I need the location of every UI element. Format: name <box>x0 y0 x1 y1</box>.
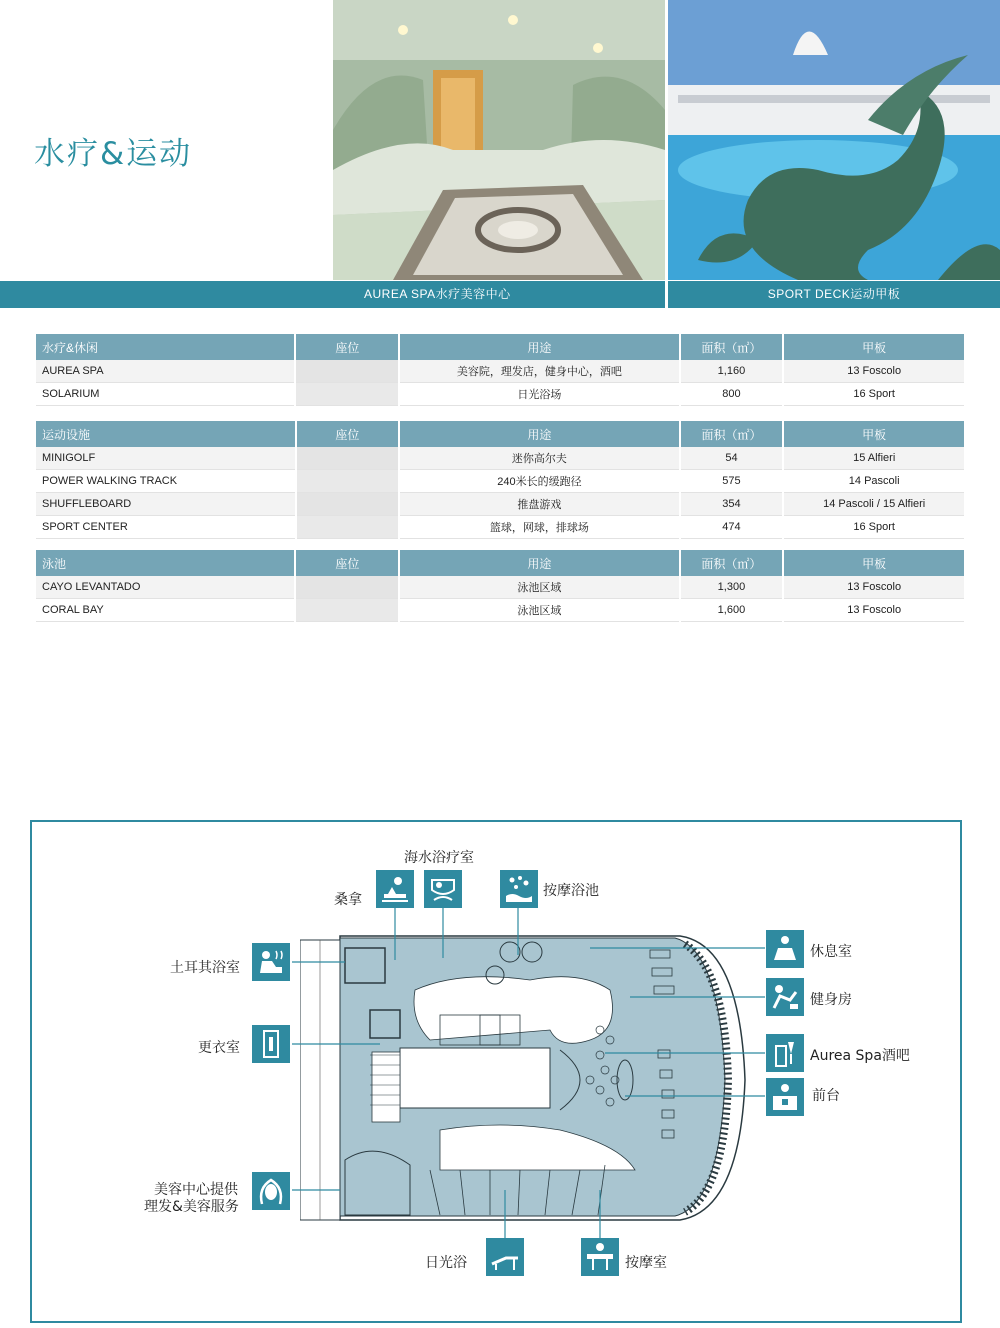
seats-header: 座位 <box>296 550 398 576</box>
deck-caption: SPORT DECK运动甲板 <box>668 281 1000 308</box>
sauna-icon <box>376 870 414 908</box>
venue-name: MINIGOLF <box>36 447 295 470</box>
bar-icon <box>766 1034 804 1072</box>
venue-deck: 15 Alfieri <box>784 447 964 470</box>
sauna-label: 桑拿 <box>334 892 362 908</box>
venue-area: 575 <box>681 470 783 493</box>
table-section-header: 水疗&休闲 <box>36 334 294 360</box>
venue-area: 354 <box>681 493 783 516</box>
reception-label: 前台 <box>812 1088 840 1104</box>
use-header: 用途 <box>400 421 678 447</box>
venue-deck: 16 Sport <box>784 516 964 539</box>
use-header: 用途 <box>400 334 678 360</box>
venue-use: 泳池区域 <box>400 599 678 622</box>
venue-use: 240米长的缓跑径 <box>400 470 678 493</box>
venue-name: POWER WALKING TRACK <box>36 470 295 493</box>
massage-icon <box>581 1238 619 1276</box>
venue-area: 54 <box>681 447 783 470</box>
changing-room-label: 更衣室 <box>198 1040 240 1056</box>
beauty-icon <box>252 1172 290 1210</box>
sunbath-label: 日光浴 <box>425 1255 467 1271</box>
turkish-bath-label: 土耳其浴室 <box>170 960 240 976</box>
venue-area: 1,300 <box>681 576 783 599</box>
venue-deck: 16 Sport <box>784 383 964 406</box>
venue-use: 迷你高尔夫 <box>400 447 678 470</box>
venue-name: CAYO LEVANTADO <box>36 576 294 599</box>
lounge-icon <box>766 930 804 968</box>
beauty-label-line2: 理发&美容服务 <box>144 1199 239 1215</box>
venue-name: SPORT CENTER <box>36 516 295 539</box>
venue-use: 篮球，网球，排球场 <box>400 516 678 539</box>
venue-use: 日光浴场 <box>400 383 678 406</box>
deck-header: 甲板 <box>784 421 964 447</box>
venue-deck: 13 Foscolo <box>784 360 964 383</box>
area-header: 面积（㎡） <box>681 421 783 447</box>
seats-header: 座位 <box>297 421 399 447</box>
area-header: 面积（㎡） <box>681 334 783 360</box>
changing-room-icon <box>252 1025 290 1063</box>
deck-header: 甲板 <box>784 550 964 576</box>
reception-icon <box>766 1078 804 1116</box>
table-section-header: 运动设施 <box>36 421 295 447</box>
gym-label: 健身房 <box>810 992 852 1008</box>
lounge-label: 休息室 <box>810 944 852 960</box>
seawater-label: 海水浴疗室 <box>404 850 474 866</box>
jacuzzi-label: 按摩浴池 <box>543 883 599 899</box>
beauty-label-line1: 美容中心提供 <box>154 1182 238 1198</box>
venue-area: 1,600 <box>681 599 783 622</box>
venue-deck: 14 Pascoli / 15 Alfieri <box>784 493 964 516</box>
spa-caption: AUREA SPA水疗美容中心 <box>0 281 665 308</box>
gym-icon <box>766 978 804 1016</box>
table-section-header: 泳池 <box>36 550 294 576</box>
area-header: 面积（㎡） <box>681 550 783 576</box>
massage-label: 按摩室 <box>625 1255 667 1271</box>
jacuzzi-icon <box>500 870 538 908</box>
deck-header: 甲板 <box>784 334 964 360</box>
bar-label: Aurea Spa酒吧 <box>810 1048 910 1064</box>
seats-header: 座位 <box>296 334 398 360</box>
page-title: 水疗&运动 <box>34 136 193 172</box>
venue-name: SHUFFLEBOARD <box>36 493 295 516</box>
venue-name: CORAL BAY <box>36 599 294 622</box>
venue-deck: 13 Foscolo <box>784 599 964 622</box>
sunbath-icon <box>486 1238 524 1276</box>
venue-use: 泳池区域 <box>400 576 678 599</box>
venue-deck: 14 Pascoli <box>784 470 964 493</box>
venue-use: 美容院，理发店，健身中心，酒吧 <box>400 360 678 383</box>
venue-deck: 13 Foscolo <box>784 576 964 599</box>
turkish-bath-icon <box>252 943 290 981</box>
use-header: 用途 <box>400 550 678 576</box>
venue-name: SOLARIUM <box>36 383 294 406</box>
venue-area: 1,160 <box>681 360 783 383</box>
seawater-icon <box>424 870 462 908</box>
venue-use: 推盘游戏 <box>400 493 678 516</box>
venue-name: AUREA SPA <box>36 360 294 383</box>
venue-area: 474 <box>681 516 783 539</box>
venue-area: 800 <box>681 383 783 406</box>
